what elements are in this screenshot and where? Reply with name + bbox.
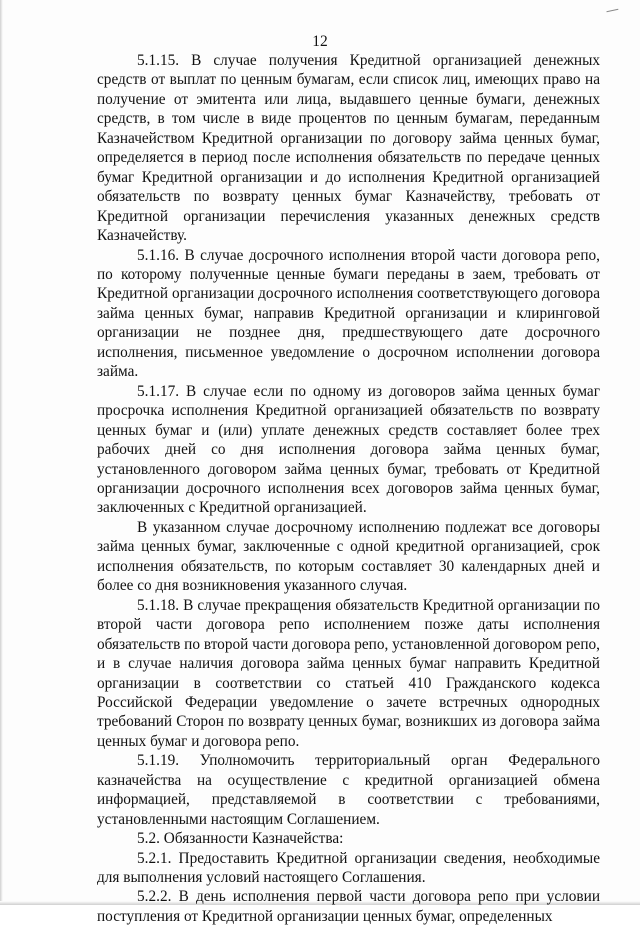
- paragraph-5-2-1: 5.2.1. Предоставить Кредитной организации сведения, необходимые для выполнения условий настоящего Соглашения.: [97, 849, 600, 887]
- paragraph-5-1-15: 5.1.15. В случае получения Кредитной организацией денежных средств от выплат по ценным бумагам, если список лиц, имеющих право на получение от эмитента или лица, выдавшего ценные бумаги, денежных средств, в том числе в виде процентов по ценным бумагам, переданным Казначейством Кредитной организации по договору займа ценных бумаг, определяется в период после исполнения обязательств по передаче ценных бумаг Кредитной организации и до исполнения Кредитной организацией обязательств по возврату ценных бумаг Казначейству, требовать от Кредитной организации перечисления указанных денежных средств Казначейству.: [97, 52, 600, 245]
- scan-left-edge: [0, 0, 3, 905]
- paragraph-5-2: 5.2. Обязанности Казначейства:: [137, 830, 344, 848]
- page-number: 12: [312, 33, 328, 50]
- paragraph-5-2-2: 5.2.2. В день исполнения первой части договора репо при условии поступления от Кредитной организации ценных бумаг, определенных: [97, 888, 600, 925]
- paragraph-5-1-18: 5.1.18. В случае прекращения обязательств Кредитной организации по второй части договора репо исполнением позже даты исполнения обязательств по второй части договора репо, установленной договором репо, и в случае наличия договора займа ценных бумаг направить Кредитной организации в соответствии со статьей 410 Гражданского кодекса Российской Федерации уведомление о зачете встречных однородных требований Сторон по возврату ценных бумаг, возникших из договора займа ценных бумаг и договора репо.: [97, 596, 600, 750]
- paragraph-5-1-17-continued: В указанном случае досрочному исполнению подлежат все договоры займа ценных бумаг, заключенные с одной кредитной организацией, срок исполнения обязательств, по которым составляет 30 календарных дней и более со дня возникновения указанного случая.: [97, 518, 600, 595]
- paragraph-5-1-16: 5.1.16. В случае досрочного исполнения второй части договора репо, по которому полученные ценные бумаги переданы в заем, требовать от Кредитной организации досрочного исполнения соответствующего договора займа ценных бумаг, направив Кредитной организации и клиринговой организации не позднее дня, предшествующего дате досрочного исполнения, письменное уведомление о досрочном исполнении договора займа.: [97, 246, 600, 381]
- paragraph-5-1-19: 5.1.19. Уполномочить территориальный орган Федерального казначейства на осуществление с кредитной организацией обмена информацией, представляемой в соответствии с требованиями, установленными настоящим Соглашением.: [97, 752, 600, 828]
- scan-mark: [606, 5, 619, 12]
- document-body: [97, 51, 600, 926]
- paragraph-5-1-17: 5.1.17. В случае если по одному из договоров займа ценных бумаг просрочка исполнения Кредитной организацией обязательств по возврату ценных бумаг и (или) уплате денежных средств составляет более трех рабочих дней со дня исполнения договора займа ценных бумаг, установленного договором займа ценных бумаг, требовать от Кредитной организации досрочного исполнения всех договоров займа ценных бумаг, заключенных с Кредитной организацией.: [97, 382, 600, 517]
